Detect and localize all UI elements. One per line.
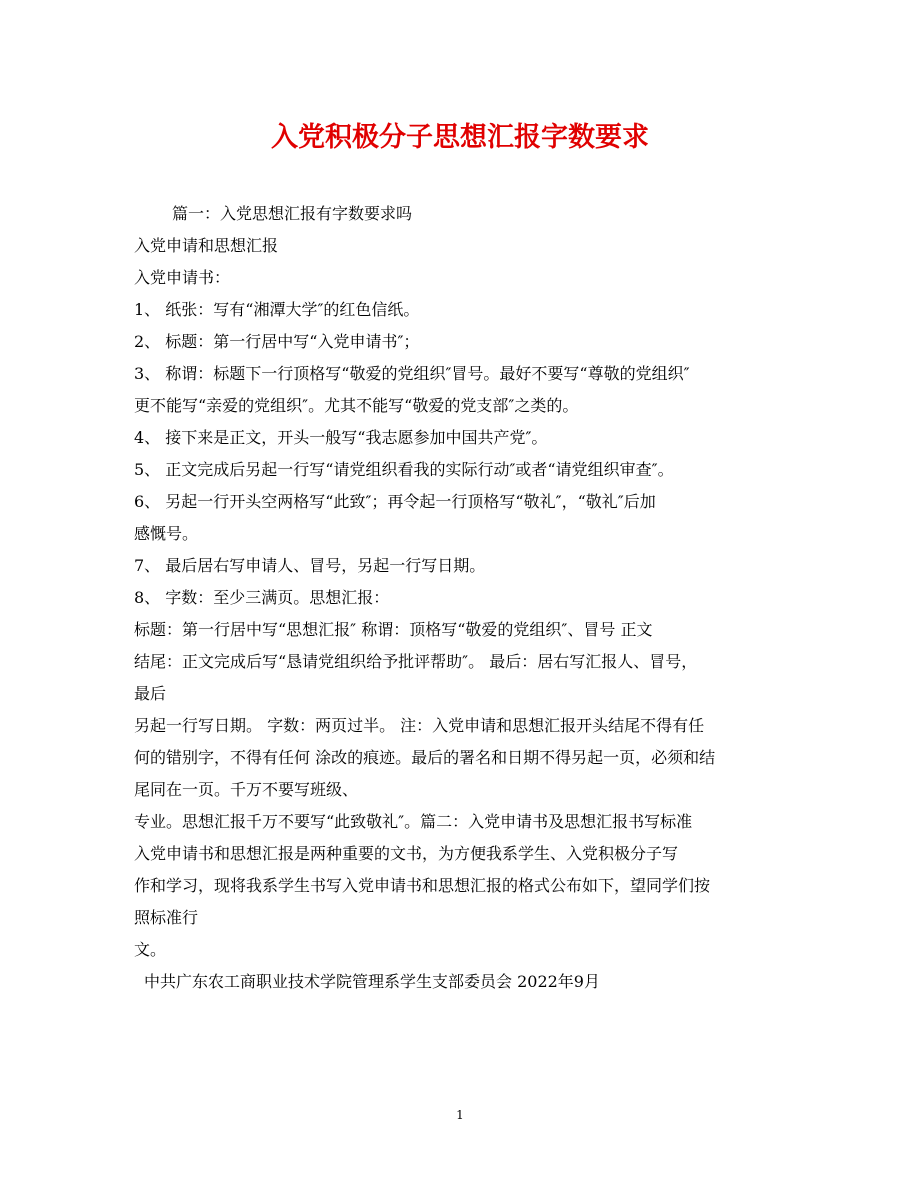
signature-line: 中共广东农工商职业技术学院管理系学生支部委员会 2022年9月 xyxy=(144,972,600,991)
list-item: 3、 称谓：标题下一行顶格写“敬爱的党组织″冒号。最好不要写“尊敬的党组织″ xyxy=(134,364,690,383)
list-item: 1、 纸张：写有“湘潭大学″的红色信纸。 xyxy=(134,300,420,319)
list-item: 4、 接下来是正文，开头一般写“我志愿参加中国共产党″。 xyxy=(134,428,548,447)
paragraph-line: 文。 xyxy=(134,940,167,959)
paragraph-line: 专业。思想汇报千万不要写“此致敬礼″。篇二：入党申请书及思想汇报书写标准 xyxy=(134,812,693,831)
paragraph-line: 另起一行写日期。 字数：两页过半。 注：入党申请和思想汇报开头结尾不得有任 xyxy=(134,716,705,735)
paragraph-line: 何的错别字，不得有任何 涂改的痕迹。最后的署名和日期不得另起一页，必须和结 xyxy=(134,748,716,767)
paragraph-line: 入党申请和思想汇报 xyxy=(134,236,279,255)
document-title: 入党积极分子思想汇报字数要求 xyxy=(271,122,649,153)
paragraph-line: 更不能写“亲爱的党组织″。尤其不能写“敬爱的党支部″之类的。 xyxy=(134,396,579,415)
paragraph-line: 感慨号。 xyxy=(134,524,199,543)
list-item: 6、 另起一行开头空两格写“此致″；再令起一行顶格写“敬礼″，“敬礼″后加 xyxy=(134,492,656,511)
paragraph-line: 尾同在一页。千万不要写班级、 xyxy=(134,780,359,799)
page-number: 1 xyxy=(456,1108,464,1122)
list-item: 5、 正文完成后另起一行写“请党组织看我的实际行动″或者“请党组织审查″。 xyxy=(134,460,674,479)
paragraph-line: 入党申请书和思想汇报是两种重要的文书，为方便我系学生、入党积极分子写 xyxy=(134,844,679,863)
paragraph-line: 作和学习，现将我系学生书写入党申请书和思想汇报的格式公布如下，望同学们按 xyxy=(134,876,711,895)
paragraph-line: 照标准行 xyxy=(134,908,199,927)
document-body xyxy=(134,198,794,998)
paragraph-line: 最后 xyxy=(134,684,167,703)
list-item: 7、 最后居右写申请人、冒号，另起一行写日期。 xyxy=(134,556,486,575)
paragraph-line: 篇一：入党思想汇报有字数要求吗 xyxy=(172,204,413,223)
paragraph-line: 入党申请书： xyxy=(134,268,231,287)
list-item: 2、 标题：第一行居中写“入党申请书″； xyxy=(134,332,420,351)
list-item: 8、 字数：至少三满页。思想汇报： xyxy=(134,588,390,607)
paragraph-line: 标题：第一行居中写“思想汇报″ 称谓：顶格写“敬爱的党组织″、冒号 正文 xyxy=(134,620,653,639)
paragraph-line: 结尾：正文完成后写“恳请党组织给予批评帮助″。 最后：居右写汇报人、冒号， xyxy=(134,652,698,671)
